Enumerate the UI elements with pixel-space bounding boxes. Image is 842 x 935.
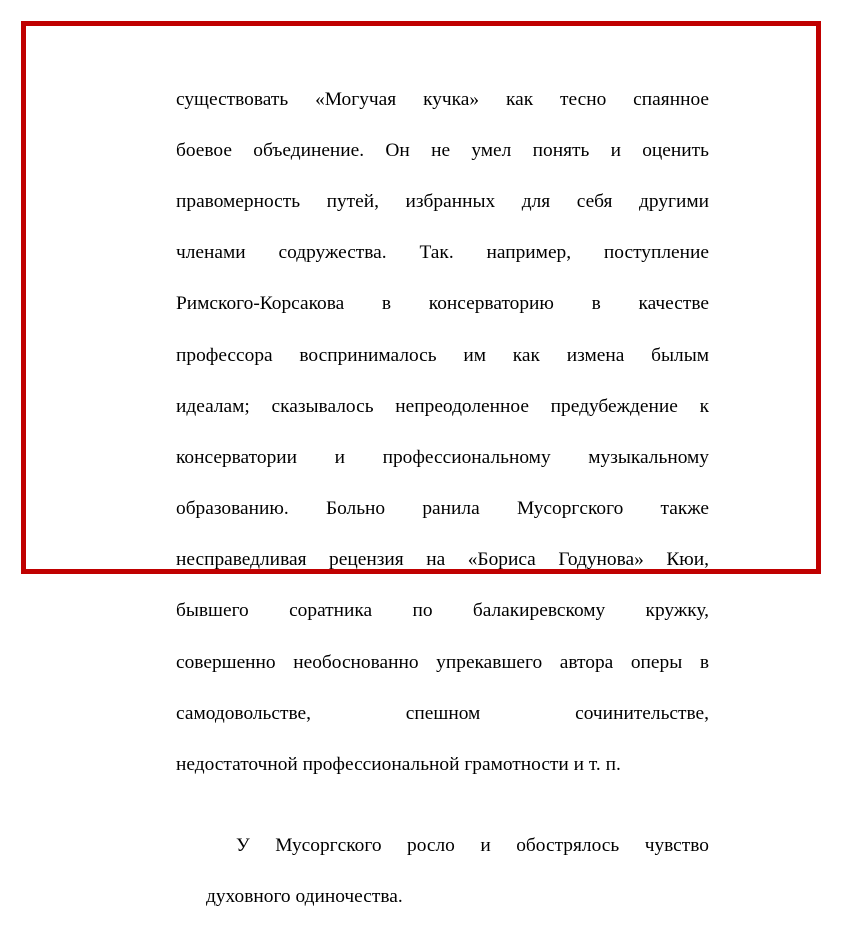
text-line: Римского-Корсакова в консерваторию в качестве <box>176 293 709 315</box>
text-line: духовного одиночества. <box>206 886 403 907</box>
text-line: У Мусоргского росло и обострялось чувство <box>236 834 709 856</box>
paragraph-2 <box>176 807 709 935</box>
text-line: образованию. Больно ранила Мусоргского также <box>176 498 709 520</box>
text-line: членами содружества. Так. например, поступление <box>176 242 709 264</box>
text-line: правомерность путей, избранных для себя другими <box>176 190 709 212</box>
text-line: самодовольстве, спешном сочинительстве, <box>176 702 709 724</box>
text-line: существовать «Могучая кучка» как тесно спаянное <box>176 88 709 110</box>
text-line: боевое объединение. Он не умел понять и оценить <box>176 139 709 161</box>
text-line: совершенно необоснованно упрекавшего автора оперы в <box>176 651 709 673</box>
text-line: профессора воспринималось им как измена былым <box>176 344 709 366</box>
document-text <box>176 61 709 935</box>
text-line: недостаточной профессиональной грамотности и т. п. <box>176 754 621 776</box>
text-line: несправедливая рецензия на «Бориса Годунова» Кюи, <box>176 549 709 571</box>
text-line: бывшего соратника по балакиревскому кружку, <box>176 600 709 622</box>
paragraph-1 <box>176 61 709 803</box>
text-line: консерватории и профессиональному музыкальному <box>176 446 709 468</box>
text-line: идеалам; сказывалось непреодоленное предубеждение к <box>176 395 709 417</box>
